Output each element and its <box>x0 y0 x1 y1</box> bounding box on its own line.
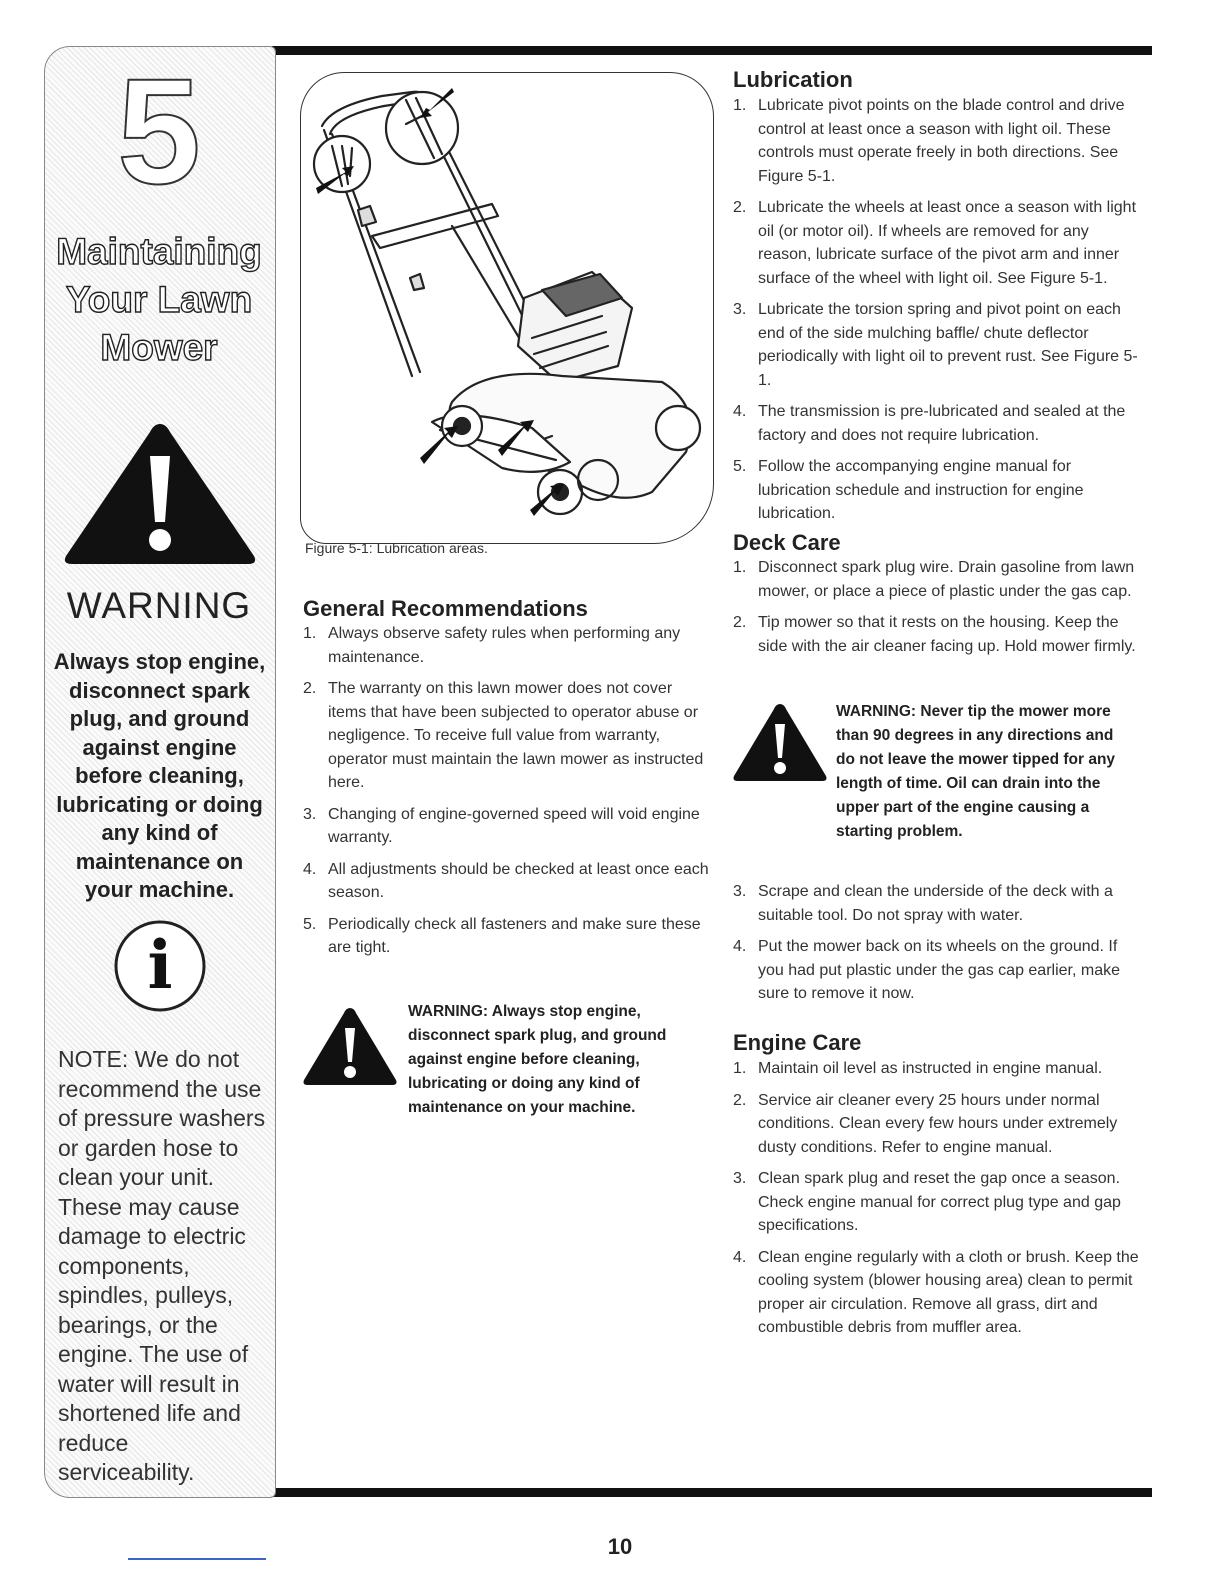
bottom-rule <box>272 1488 1152 1497</box>
list-item: 1. Maintain oil level as instructed in engine manual. <box>733 1060 1103 1077</box>
deck-heading: Deck Care <box>733 530 841 555</box>
general-warning-icon <box>300 1004 400 1088</box>
info-icon-letter: i <box>147 926 173 1004</box>
top-rule <box>272 46 1152 55</box>
deck-list-b <box>733 880 1145 1014</box>
page-number: 10 <box>607 1534 633 1559</box>
list-item: 4. Clean engine regularly with a cloth or brush. Keep the cooling system (blower housing area) clean to permit proper air circulation. Remove all grass, dirt and combustible debris from muffler area. <box>733 1248 1139 1336</box>
list-item: 1. Disconnect spark plug wire. Drain gasoline from lawn mower, or place a piece of plastic under the gas cap. <box>733 559 1135 600</box>
general-heading: General Recommendations <box>303 596 588 621</box>
list-item: 3. Lubricate the torsion spring and pivot point on each end of the side mulching baffle/ chute deflector periodically with light oil to prevent rust. See Figure 5-1. <box>733 301 1138 389</box>
sidebar-warning-label: WARNING <box>66 585 252 626</box>
deck-list-a <box>733 556 1145 666</box>
deck-warning-text: WARNING: Never tip the mower more than 90 degrees in any directions and do not leave the mower tipped for any length of time. Oil can drain into the upper part of the engine causing a starting problem. <box>836 703 1116 840</box>
list-item: 1. Always observe safety rules when performing any maintenance. <box>303 625 681 666</box>
list-item: 1. Lubricate pivot points on the blade control and drive control at least once a season with light oil. These controls must operate freely in both directions. See Figure 5-1. <box>733 97 1125 185</box>
list-item: 2. Tip mower so that it rests on the housing. Keep the side with the air cleaner facing up. Hold mower firmly. <box>733 614 1136 655</box>
list-item: 4. Put the mower back on its wheels on the ground. If you had put plastic under the gas cap earlier, make sure to remove it now. <box>733 938 1120 1002</box>
list-item: 5. Periodically check all fasteners and make sure these are tight. <box>303 915 701 956</box>
list-item: 5. Follow the accompanying engine manual for lubrication schedule and instruction for engine lubrication. <box>733 458 1084 522</box>
list-item: 2. Lubricate the wheels at least once a season with light oil (or motor oil). If wheels are removed for any reason, lubricate surface of the pivot arm and inner surface of the wheel with light oil. See Figure 5-1. <box>733 199 1137 287</box>
lubrication-heading: Lubrication <box>733 67 853 92</box>
chapter-number: 5 <box>117 47 201 215</box>
chapter-title-line-1: Maintaining <box>56 231 262 272</box>
list-item: 3. Clean spark plug and reset the gap once a season. Check engine manual for correct plug type and gap specifications. <box>733 1170 1121 1234</box>
list-item: 2. Service air cleaner every 25 hours under normal conditions. Clean every few hours under extremely dusty conditions. Refer to engine manual. <box>733 1091 1118 1156</box>
footer-link-line <box>128 1558 266 1560</box>
lawn-mower-illustration <box>302 76 710 538</box>
lubrication-list <box>733 94 1145 534</box>
list-item: 3. Changing of engine-governed speed will void engine warranty. <box>303 805 700 846</box>
chapter-title <box>44 228 274 372</box>
chapter-title-line-3: Mower <box>100 327 218 368</box>
chapter-title-line-2: Your Lawn <box>65 279 253 320</box>
engine-heading: Engine Care <box>733 1030 862 1055</box>
sidebar-note: NOTE: We do not recommend the use of pressure washers or garden hose to clean your unit. These may cause damage to electric components, spindles, pulleys, bearings, or the engine. The use of water will result in shortened life and reduce serviceability. <box>58 1046 266 1485</box>
general-warning-text: WARNING: Always stop engine, disconnect spark plug, and ground against engine before cleaning, lubricating or doing any kind of maintenance on your machine. <box>408 1003 667 1116</box>
list-item: 2. The warranty on this lawn mower does not cover items that have been subjected to operator abuse or negligence. To receive full value from warranty, operator must maintain the lawn mower as instructed here. <box>303 680 704 791</box>
list-item: 4. All adjustments should be checked at least once each season. <box>303 860 709 901</box>
figure-caption: Figure 5-1: Lubrication areas. <box>305 540 488 556</box>
general-list <box>303 622 713 968</box>
sidebar-warning-text: Always stop engine, disconnect spark plug, and ground against engine before cleaning, lubricating or doing any kind of maintenance on your machine. <box>53 649 266 902</box>
deck-warning-icon <box>730 700 830 784</box>
warning-triangle-icon <box>60 418 260 568</box>
list-item: 4. The transmission is pre-lubricated and sealed at the factory and does not require lubrication. <box>733 403 1126 444</box>
list-item: 3. Scrape and clean the underside of the deck with a suitable tool. Do not spray with water. <box>733 883 1113 924</box>
engine-list <box>733 1057 1145 1348</box>
